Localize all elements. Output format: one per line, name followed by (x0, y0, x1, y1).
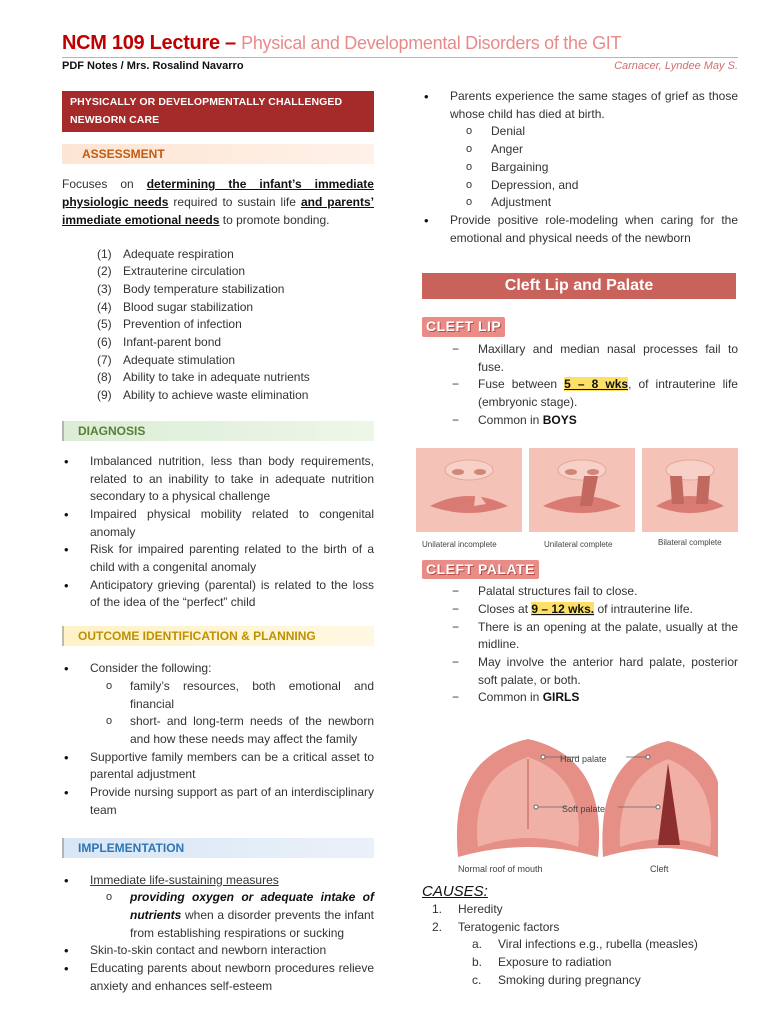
title-main: NCM 109 Lecture – (62, 32, 236, 54)
list-item: (7) Adequate stimulation (97, 352, 236, 367)
title-rule (62, 57, 738, 58)
teratogen-list (422, 936, 738, 989)
fig-label-unilateral-complete: Unilateral complete (544, 539, 613, 549)
lip-panel-2 (529, 448, 635, 532)
outcome-list (62, 660, 374, 819)
list-item: − Common in GIRLS (422, 689, 738, 707)
cleft-lip-illustration (416, 446, 738, 538)
grief-stage: o Anger (450, 141, 738, 159)
list-item: • Provide positive role-modeling when caring for the emotional and physical needs of the newborn (422, 212, 738, 247)
title-subtitle: Physical and Developmental Disorders of the GIT (241, 33, 622, 53)
list-item: a. Viral infections e.g., rubella (measles) (472, 937, 698, 952)
fig-label-cleft: Cleft (650, 864, 669, 875)
cleft-lip-list (422, 341, 738, 430)
page-header (62, 32, 738, 72)
list-item: c. Smoking during pregnancy (472, 972, 641, 987)
notes-source: PDF Notes / Mrs. Rosalind Navarro (62, 60, 244, 72)
list-item: (4) Blood sugar stabilization (97, 299, 254, 314)
grief-stage: o Adjustment (450, 194, 738, 212)
list-item: − Common in BOYS (422, 412, 738, 430)
grief-stage: o Denial (450, 123, 738, 141)
lip-panel-1 (416, 448, 522, 532)
list-item: • Risk for impaired parenting related to the birth of a child with a congenital anomaly (62, 541, 374, 576)
list-item: 2. Teratogenic factors (432, 919, 560, 934)
diagnosis-list (62, 453, 374, 612)
list-item: − There is an opening at the palate, usually at the midline. (422, 619, 738, 654)
right-column (422, 88, 738, 989)
cleft-lip-figure (416, 446, 738, 552)
assessment-intro: Focuses on determining the infant’s immediate physiologic needs required to sustain life and parents’ immediate emotional needs to promote bonding. (62, 177, 374, 227)
list-item: − Fuse between 5 – 8 wks, of intrauterine life (embryonic stage). (422, 376, 738, 411)
fig-label-hard-palate: Hard palate (560, 754, 607, 765)
list-item: (6) Infant-parent bond (97, 335, 222, 350)
cleft-palate-label: CLEFT PALATE (422, 560, 539, 580)
list-item: − May involve the anterior hard palate, posterior soft palate, or both. (422, 654, 738, 689)
list-item: b. Exposure to radiation (472, 954, 612, 969)
lip-panel-3 (642, 448, 738, 532)
assessment-needs-list (62, 246, 374, 405)
grief-list (422, 88, 738, 247)
causes-heading: CAUSES: (422, 883, 488, 901)
cleft-lip-label: CLEFT LIP (422, 317, 505, 337)
cleft-palate-list (422, 583, 738, 707)
page-title (62, 32, 738, 55)
section-banner: PHYSICALLY OR DEVELOPMENTALLY CHALLENGED NEWBORN CARE (62, 91, 374, 132)
fig-label-bilateral-complete: Bilateral complete (658, 537, 722, 547)
list-item: • Consider the following: o family’s resources, both emotional and financial o short- and long-term needs of the newborn and how these needs may affect the family (62, 660, 374, 749)
sub-item: o family’s resources, both emotional and financial (90, 678, 374, 713)
diagnosis-heading: DIAGNOSIS (62, 421, 374, 441)
sub-item: o short- and long-term needs of the newborn and how these needs may affect the family (90, 713, 374, 748)
assessment-heading: ASSESSMENT (62, 144, 374, 164)
palate-illustration (418, 717, 718, 865)
grief-stage: o Depression, and (450, 177, 738, 195)
list-item: (9) Ability to achieve waste elimination (97, 388, 309, 403)
causes-list (422, 901, 738, 936)
list-item: • Parents experience the same stages of grief as those whose child has died at birth. o Denial o Anger o Bargaining o Depression, and o Adjustment (422, 88, 738, 212)
outcome-heading: OUTCOME IDENTIFICATION & PLANNING (62, 626, 374, 646)
list-item: • Impaired physical mobility related to congenital anomaly (62, 506, 374, 541)
list-item: • Educating parents about newborn procedures relieve anxiety and enhances self-esteem (62, 960, 374, 995)
list-item: • Imbalanced nutrition, less than body requirements, related to an inability to take in adequate nutrition secondary to a physical challenge (62, 453, 374, 506)
list-item: (8) Ability to take in adequate nutrients (97, 370, 310, 385)
list-item: • Skin-to-skin contact and newborn interaction (62, 942, 374, 960)
list-item: • Supportive family members can be a critical asset to parental adjustment (62, 749, 374, 784)
list-item: (5) Prevention of infection (97, 317, 242, 332)
left-column (62, 88, 374, 995)
grief-stage: o Bargaining (450, 159, 738, 177)
sub-item: o providing oxygen or adequate intake of nutrients when a disorder prevents the infant from establishing respirations or sucking (90, 889, 374, 942)
implementation-list (62, 872, 374, 996)
list-item: − Maxillary and median nasal processes fail to fuse. (422, 341, 738, 376)
list-item: (1) Adequate respiration (97, 246, 234, 261)
list-item: 1. Heredity (432, 901, 503, 916)
author-name: Carnacer, Lyndee May S. (614, 60, 738, 72)
cleft-palate-figure (418, 717, 738, 877)
cleft-palate (602, 741, 718, 857)
list-item: • Anticipatory grieving (parental) is related to the loss of the idea of the “perfect” child (62, 577, 374, 612)
fig-label-normal-roof: Normal roof of mouth (458, 864, 543, 875)
list-item: • Immediate life-sustaining measures o providing oxygen or adequate intake of nutrients when a disorder prevents the infant from establishing respirations or sucking (62, 872, 374, 943)
list-item: − Closes at 9 – 12 wks. of intrauterine life. (422, 601, 738, 619)
implementation-heading: IMPLEMENTATION (62, 838, 374, 858)
fig-label-unilateral-incomplete: Unilateral incomplete (422, 539, 497, 549)
list-item: (3) Body temperature stabilization (97, 281, 285, 296)
list-item: (2) Extrauterine circulation (97, 264, 246, 279)
list-item: • Provide nursing support as part of an interdisciplinary team (62, 784, 374, 819)
fig-label-soft-palate: Soft palate (562, 804, 606, 815)
cleft-banner: Cleft Lip and Palate (422, 273, 736, 299)
list-item: − Palatal structures fail to close. (422, 583, 738, 601)
